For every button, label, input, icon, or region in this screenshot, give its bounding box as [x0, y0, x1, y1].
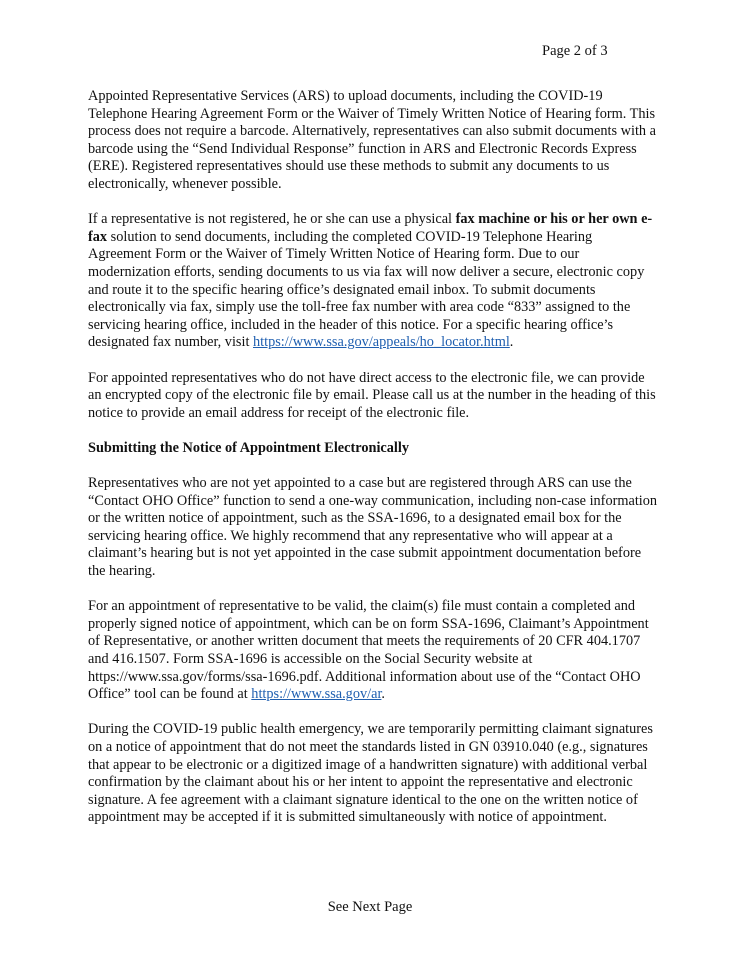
validity-text: For an appointment of representative to be valid, the claim(s) file must contain a completed and properly signed notice of appointment, which can be on form SSA-1696, Claimant’s Appointment of Representative, or another written document that meets the requirements of 20 CFR 404.1707 and 416.1507. Form SSA-1696 is accessible on the Social Security website at https://www.ssa.gov/forms/ssa-1696.pdf. Additional information about use of the “Contact OHO Office” tool can be found at [88, 598, 649, 703]
paragraph-appointment-validity [88, 598, 658, 704]
paragraph-contact-oho: Representatives who are not yet appointed to a case but are registered through ARS can use the “Contact OHO Office” function to send a one-way communication, including non-case information or the written notice of appointment, such as the SSA-1696, to a designated email box for the servicing hearing office. We highly recommend that any representative who will appear at a claimant’s hearing but is not yet appointed in the case submit appointment documentation before the hearing. [88, 475, 658, 580]
fax-text-intro: If a representative is not registered, he or she can use a physical [88, 211, 456, 228]
footer-see-next-page: See Next Page [327, 899, 413, 915]
validity-text-end: . [381, 686, 385, 703]
section-heading: Submitting the Notice of Appointment Electronically [88, 439, 410, 456]
fax-bold-phrase: fax machine or his or her own e-fax [88, 211, 653, 245]
ssa-ar-link[interactable]: https://www.ssa.gov/ar [251, 686, 382, 703]
fax-text-end: . [509, 334, 514, 351]
paragraph-covid-signatures: During the COVID-19 public health emergency, we are temporarily permitting claimant signatures on a notice of appointment that do not meet the standards listed in GN 03910.040 (e.g., signatures that appear to be electronic or a digitized image of a handwritten signature) with additional verbal confirmation by the claimant about his or her intent to appoint the representative and electronic signature. A fee agreement with a claimant signature identical to the one on the written notice of appointment may be accepted if it is submitted simultaneously with notice of appointment. [88, 721, 653, 826]
document-body [88, 88, 658, 845]
paragraph-encrypted-copy: For appointed representatives who do not have direct access to the electronic file, we can provide an encrypted copy of the electronic file by email. Please call us at the number in the heading of this notice to provide an email address for receipt of the electronic file. [88, 369, 656, 421]
paragraph-fax-submission [88, 211, 658, 352]
page-number: Page 2 of 3 [542, 43, 608, 59]
ho-locator-link[interactable]: https://www.ssa.gov/appeals/ho_locator.html [253, 334, 510, 351]
fax-text-body: solution to send documents, including the completed COVID-19 Telephone Hearing Agreement Form or the Waiver of Timely Written Notice of Hearing form. Due to our modernization efforts, sending documents to us via fax will now deliver a secure, electronic copy and route it to the specific hearing office’s designated email inbox. To submit documents electronically via fax, simply use the toll-free fax number with area code “833” assigned to the servicing hearing office, included in the header of this notice. For a specific hearing office’s designated fax number, visit [88, 228, 645, 351]
paragraph-ars-upload: Appointed Representative Services (ARS) to upload documents, including the COVID-19 Telephone Hearing Agreement Form or the Waiver of Timely Written Notice of Hearing form. This process does not require a barcode. Alternatively, representatives can also submit documents with a barcode using the “Send Individual Response” function in ARS and Electronic Records Express (ERE). Registered representatives should use these methods to submit any documents to us electronically, whenever possible. [88, 88, 656, 192]
